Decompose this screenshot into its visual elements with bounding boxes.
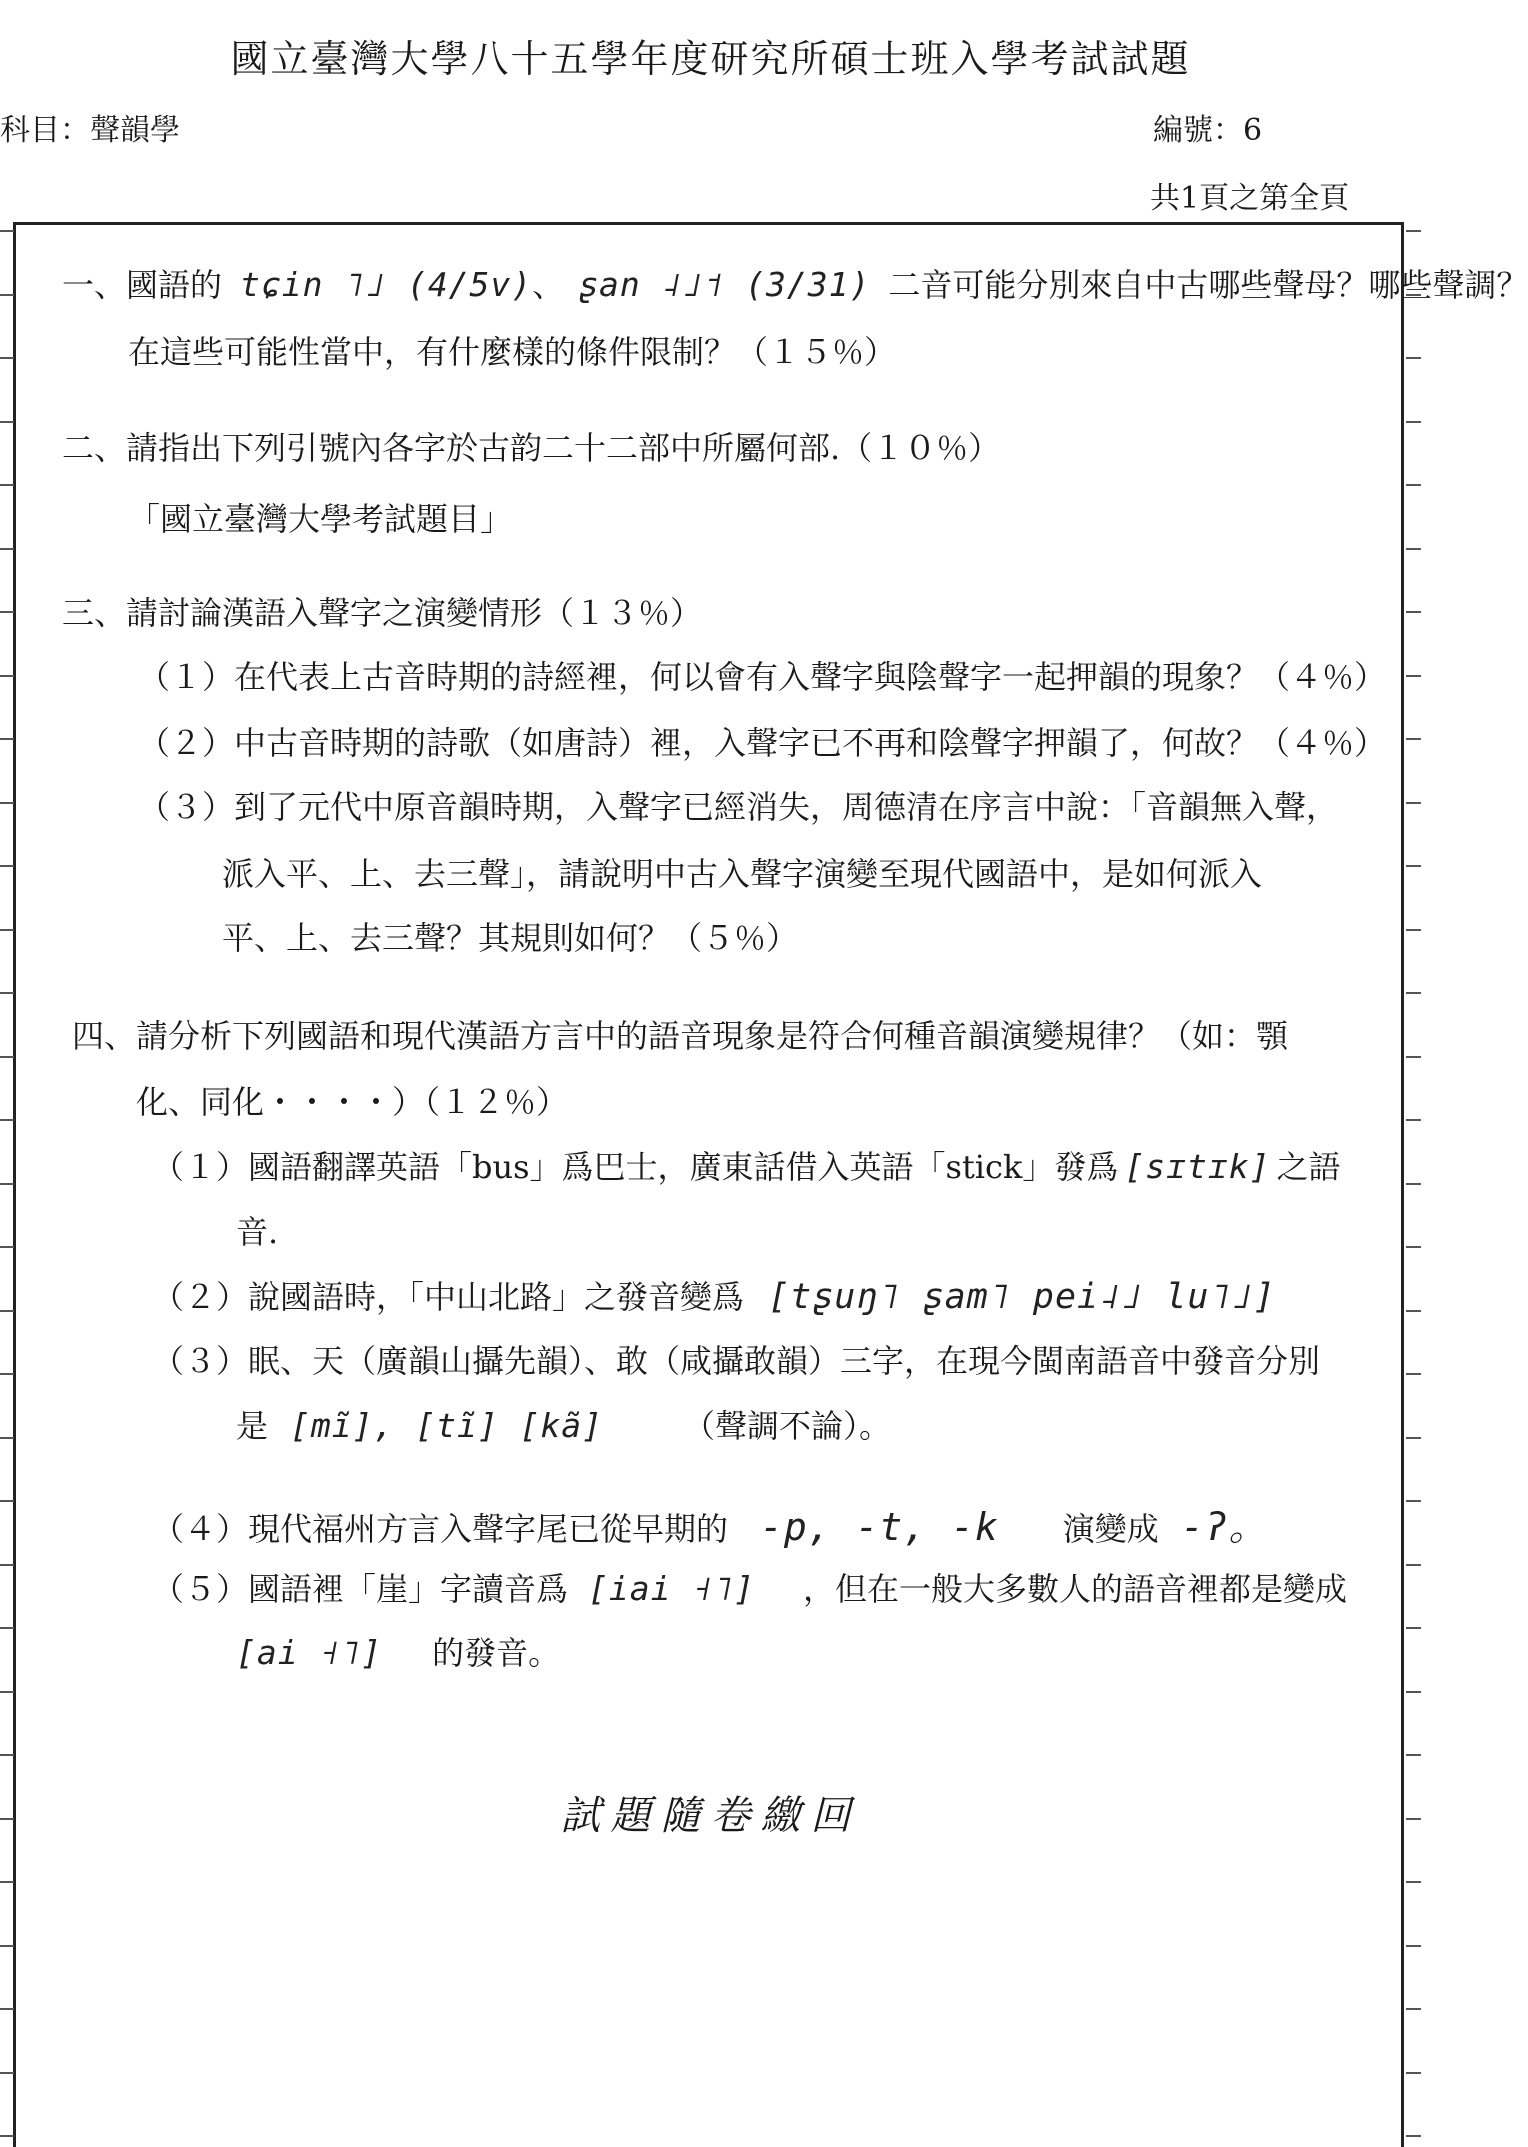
ruler-tick xyxy=(1406,1564,1421,1566)
ruler-tick xyxy=(1406,1246,1421,1248)
ruler-tick xyxy=(1406,230,1421,232)
ruler-tick xyxy=(0,484,14,486)
q1-handwritten-2: ʂan ˨˩˦ (3/31) xyxy=(578,265,871,304)
ruler-tick xyxy=(1406,1754,1421,1756)
ruler-tick xyxy=(0,1500,14,1502)
ruler-tick xyxy=(1406,2008,1421,2010)
ruler-tick xyxy=(1406,1437,1421,1439)
q4-item5-text: （５）國語裡「崖」字讀音爲 xyxy=(152,1570,569,1608)
q2-line1: 二、請指出下列引號內各字於古韵二十二部中所屬何部.（１０％） xyxy=(62,429,1001,467)
ruler-tick xyxy=(1406,1119,1421,1121)
q3-item2: （２）中古音時期的詩歌（如唐詩）裡，入聲字已不再和陰聲字押韻了，何故？（４％） xyxy=(138,724,1387,762)
ruler-tick xyxy=(1406,675,1421,677)
ruler-tick xyxy=(1406,1945,1421,1947)
ruler-tick xyxy=(0,929,14,931)
ruler-tick xyxy=(1406,548,1421,550)
ruler-tick xyxy=(1406,484,1421,486)
q4-item4-text: （４）現代福州方言入聲字尾已從早期的 xyxy=(152,1510,729,1548)
q4-item3-line1: （３）眠、天（廣韻山攝先韻）、敢（咸攝敢韻）三字，在現今閩南語音中發音分別 xyxy=(152,1342,1321,1380)
ruler-tick xyxy=(1406,357,1421,359)
ruler-tick xyxy=(0,421,14,423)
q4-item2 xyxy=(152,1277,1276,1317)
ruler-tick xyxy=(0,1437,14,1439)
ruler-tick xyxy=(0,2135,14,2137)
q4-item2-text: （２）說國語時，「中山北路」之發音變爲 xyxy=(152,1278,745,1316)
q4-item3-handwritten: [mĩ], [tĩ] [kã] xyxy=(290,1406,604,1445)
ruler-tick xyxy=(0,992,14,994)
q4-item1-text: （１）國語翻譯英語「bus」爲巴士，廣東話借入英語「stick」發爲 xyxy=(152,1148,1119,1186)
ruler-tick xyxy=(1406,929,1421,931)
q3-item3-line1: （３）到了元代中原音韻時期，入聲字已經消失，周德清在序言中說：「音韻無入聲， xyxy=(138,788,1339,826)
ruler-tick xyxy=(0,865,14,867)
ruler-tick xyxy=(0,675,14,677)
q4-item5 xyxy=(152,1569,1347,1608)
q4-item5-line2-suffix: 的發音。 xyxy=(432,1634,561,1672)
q4-item1 xyxy=(152,1147,1341,1186)
ruler-tick xyxy=(0,1754,14,1756)
ruler-tick xyxy=(1406,1056,1421,1058)
ruler-tick xyxy=(1406,992,1421,994)
q4-line2: 化、同化・・・・）（１２％） xyxy=(136,1083,569,1121)
q4-item4-handwritten: -p, -t, -k xyxy=(760,1505,999,1549)
q3-line1: 三、請討論漢語入聲字之演變情形（１３％） xyxy=(62,594,703,632)
ruler-tick xyxy=(1406,738,1421,740)
q4-item3-line2 xyxy=(236,1406,892,1445)
ruler-tick xyxy=(0,2008,14,2010)
ruler-tick xyxy=(1406,2135,1421,2137)
q4-item4-middle: 演變成 xyxy=(1062,1510,1159,1548)
ruler-tick xyxy=(1406,865,1421,867)
ruler-tick xyxy=(0,1310,14,1312)
ruler-tick xyxy=(0,1183,14,1185)
ruler-tick xyxy=(0,230,14,232)
q4-item1-line2: 音. xyxy=(236,1213,279,1251)
ruler-tick xyxy=(1406,802,1421,804)
ruler-tick xyxy=(0,1056,14,1058)
ruler-tick xyxy=(1406,611,1421,613)
q1-separator: 、 xyxy=(532,266,565,304)
q3-item1: （１）在代表上古音時期的詩經裡，何以會有入聲字與陰聲字一起押韻的現象？（４％） xyxy=(138,658,1387,696)
ruler-tick xyxy=(1406,1183,1421,1185)
ruler-tick xyxy=(0,1945,14,1947)
q4-item1-handwritten: [sɪtɪk] xyxy=(1124,1147,1271,1186)
ruler-tick xyxy=(1406,1310,1421,1312)
q4-item5-handwritten: [iai ˧˥] xyxy=(588,1569,755,1608)
q4-item4-handwritten-2: -ʔ。 xyxy=(1180,1505,1268,1549)
q4-item5-handwritten-2: [ai ˧˥] xyxy=(236,1633,383,1672)
q4-item5-line2 xyxy=(236,1633,561,1672)
ruler-tick xyxy=(0,611,14,613)
q4-item2-handwritten: [tʂuŋ˥ ʂam˥ pei˨˩ lu˥˩] xyxy=(768,1277,1276,1317)
ruler-tick xyxy=(0,1691,14,1693)
ruler-tick xyxy=(0,294,14,296)
ruler-tick xyxy=(0,548,14,550)
q3-item3-line2: 派入平、上、去三聲」，請說明中古入聲字演變至現代國語中，是如何派入 xyxy=(222,855,1263,893)
page-title: 國立臺灣大學八十五學年度研究所碩士班入學考試試題 xyxy=(230,37,1191,81)
q2-line2: 「國立臺灣大學考試題目」 xyxy=(128,500,513,538)
ruler-tick xyxy=(0,357,14,359)
ruler-tick xyxy=(0,802,14,804)
ruler-tick xyxy=(1406,2072,1421,2074)
q4-item5-suffix: ，但在一般大多數人的語音裡都是變成 xyxy=(802,1570,1347,1608)
q4-item3-text: 是 xyxy=(236,1407,269,1445)
q1-handwritten-1: tɕin ˥˩ (4/5v) xyxy=(240,265,533,304)
q1-line2: 在這些可能性當中，有什麼樣的條件限制？（１５％） xyxy=(128,333,897,371)
exam-code: 編號：6 xyxy=(1153,113,1263,148)
q1-text-a: 一、國語的 xyxy=(62,266,223,304)
q4-item4 xyxy=(152,1505,1268,1549)
q1-text-b: 二音可能分別來自中古哪些聲母？哪些聲調？ xyxy=(888,266,1528,304)
page-count: 共1頁之第全頁 xyxy=(1150,181,1350,216)
ruler-tick xyxy=(1406,421,1421,423)
ruler-tick xyxy=(0,1564,14,1566)
q1-line1 xyxy=(62,265,1528,304)
closing-note: 試題隨卷繳回 xyxy=(560,1793,861,1839)
ruler-tick xyxy=(0,1119,14,1121)
subject-label: 科目：聲韻學 xyxy=(0,113,180,148)
ruler-tick xyxy=(1406,1500,1421,1502)
q3-item3-line3: 平、上、去三聲？其規則如何？（５％） xyxy=(222,919,799,957)
ruler-tick xyxy=(0,1373,14,1375)
ruler-tick xyxy=(0,1627,14,1629)
ruler-tick xyxy=(1406,1627,1421,1629)
ruler-tick xyxy=(0,1246,14,1248)
q4-item3-suffix: （聲調不論）。 xyxy=(683,1407,892,1445)
ruler-tick xyxy=(0,1881,14,1883)
ruler-tick xyxy=(0,2072,14,2074)
ruler-tick xyxy=(1406,1691,1421,1693)
ruler-tick xyxy=(1406,1881,1421,1883)
q4-line1: 四、請分析下列國語和現代漢語方言中的語音現象是符合何種音韻演變規律？（如：顎 xyxy=(72,1017,1289,1055)
q4-item1-suffix: 之語 xyxy=(1276,1148,1341,1186)
ruler-tick xyxy=(1406,1373,1421,1375)
ruler-tick xyxy=(0,738,14,740)
